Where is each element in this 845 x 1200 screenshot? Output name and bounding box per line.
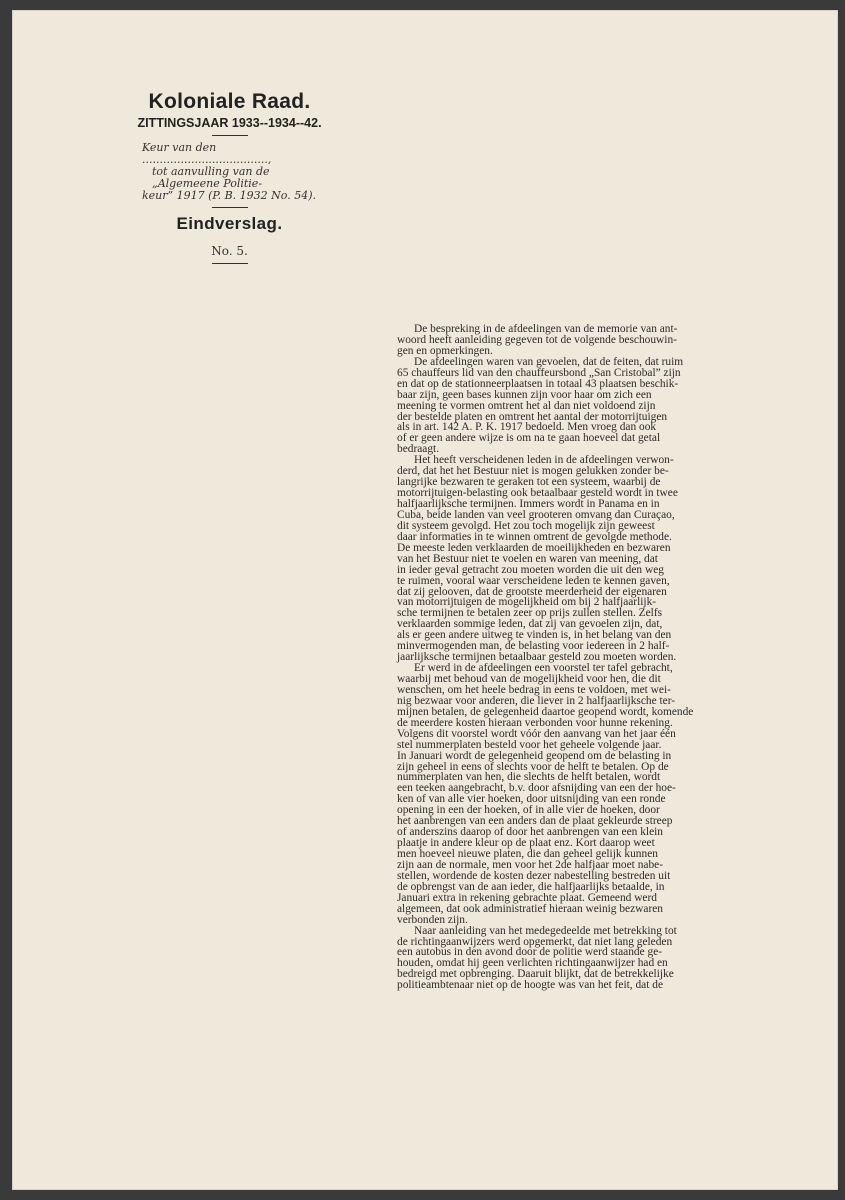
body-line: nig bezwaar voor anderen, die liever in 2 halfjaarlijksche ter- <box>397 694 676 707</box>
body-line: baar zijn, geen bases kunnen zijn voor haar om zich een <box>397 388 652 401</box>
body-line: halfjaarlijksche termijnen. Immers wordt in Panama en in <box>397 498 660 510</box>
body-line: mijnen betalen, de gelegenheid daartoe geopend wordt, komende <box>397 705 694 718</box>
body-line: van motorrijtuigen de mogelijkheid om bij 2 halfjaarlijk- <box>397 596 657 609</box>
ordinance-line: tot aanvulling van de „Algemeene Politie- <box>152 165 270 190</box>
body-line: verbonden zijn. <box>397 913 468 926</box>
body-line: bedraagt. <box>397 443 440 456</box>
body-line: of anderszins daarop of door het aanbrengen van een klein <box>397 826 663 839</box>
body-line: wenschen, om het heele bedrag in eens te voldoen, met wei- <box>397 683 671 696</box>
body-line: bedreigd met opbrenging. Daaruit blijkt, dat de betrekkelijke <box>397 968 674 981</box>
divider <box>212 135 248 136</box>
body-line: te ruimen, vooral waar verscheidene leden te kennen gaven, <box>397 574 670 587</box>
body-line: als in art. 142 A. P. K. 1917 bedoeld. Men vroeg dan ook <box>397 421 657 434</box>
body-line: derd, dat het het Bestuur niet is mogen gelukken zonder be- <box>397 465 669 478</box>
body-line: dit systeem gevolgd. Het zou toch mogelijk zijn geweest <box>397 519 655 532</box>
body-line: Naar aanleiding van het medegedeelde met betrekking tot <box>414 924 677 937</box>
body-line: De bespreking in de afdeelingen van de memorie van ant- <box>414 323 678 335</box>
body-line: langrijke bezwaren te geraken tot een systeem, waarbij de <box>397 476 661 489</box>
body-line: 65 chauffeurs lid van den chauffeursbond „San Cristobal” zijn <box>397 366 681 379</box>
body-line: sche termijnen te betalen zeer op prijs zullen stellen. Zelfs <box>397 607 663 620</box>
body-line: een teeken aangebracht, b.v. door afsnijding van een der hoe- <box>397 782 676 795</box>
body-line: der bestelde platen en omtrent het aantal der motorrijtuigen <box>397 410 668 423</box>
body-line: daar informaties in te winnen omtrent de gevolgde methode. <box>397 530 672 543</box>
divider <box>212 263 248 264</box>
document-page <box>12 10 838 1190</box>
body-line: het aanbrengen van een anders dan de plaat gekleurde streep <box>397 815 673 828</box>
body-line: de opbrengst van de aan ieder, die halfjaarlijks betaalde, in <box>397 880 665 893</box>
body-line: jaarlijksche termijnen betaalbaar gesteld zou moeten worden. <box>397 651 677 664</box>
body-line: De meeste leden verklaarden de moeilijkheden en bezwaren <box>397 541 671 554</box>
body-line: stel nummerplaten besteld voor het geheele volgende jaar. <box>397 738 662 751</box>
ordinance-line: keur” 1917 (P. B. 1932 No. 54). <box>142 189 316 202</box>
body-line: en dat op de stationneerplaatsen in totaal 43 plaatsen beschik- <box>397 377 679 390</box>
body-line: een autobus in den avond door de politie werd staande ge- <box>397 946 663 959</box>
body-line: waarbij met behoud van de mogelijkheid voor hen, die dit <box>397 673 661 685</box>
body-line: nummerplaten van hen, die slechts de helft betalen, wordt <box>397 771 661 784</box>
body-line: meening te vormen omtrent het al dan niet voldoend zijn <box>397 399 656 412</box>
body-line: van het Bestuur niet te voelen en waren van meening, dat <box>397 552 658 565</box>
body-line: Volgens dit voorstel wordt vóór den aanvang van het jaar één <box>397 727 676 740</box>
body-line: gen en opmerkingen. <box>397 344 493 357</box>
body-line: de richtingaanwijzers werd opgemerkt, dat niet lang geleden <box>397 935 673 948</box>
document-header <box>122 90 337 270</box>
body-line: Januari extra in rekening gebrachte plaat. Gemeend werd <box>397 891 657 904</box>
body-line: stellen, wordende de kosten dezer nabestelling bestreden uit <box>397 869 671 882</box>
body-line: plaatje in andere kleur op de plaat enz. Kort daarop weet <box>397 837 655 850</box>
body-line: Cuba, beide landen van veel grooteren omvang dan Curaçao, <box>397 508 675 521</box>
body-line: Er werd in de afdeelingen een voorstel ter tafel gebracht, <box>414 662 673 675</box>
body-line: de meerdere kosten hieraan verbonden voor hunne rekening. <box>397 716 673 729</box>
body-line: minvermogenden man, de belasting voor iedereen in 2 half- <box>397 640 670 653</box>
body-line: verklaarden sommige leden, dat zij van gevoelen zijn, dat, <box>397 618 663 631</box>
body-line: dat zij gelooven, dat de grootste meerderheid der eigenaren <box>397 585 667 598</box>
body-line: In Januari wordt de gelegenheid geopend om de belasting in <box>397 749 672 762</box>
ordinance-line: Keur van den ...................................., <box>142 141 272 166</box>
report-title: Eindverslag. <box>176 214 283 233</box>
body-line: De afdeelingen waren van gevoelen, dat de feiten, dat ruim <box>414 355 684 368</box>
body-line: opening in een der hoeken, of in alle vier de hoeken, door <box>397 804 660 817</box>
body-line: zijn geheel in eens of slechts voor de helft te betalen. Op de <box>397 760 669 773</box>
body-line: Het heeft verscheidenen leden in de afdeelingen verwon- <box>414 454 674 467</box>
report-number: No. 5. <box>211 244 248 258</box>
divider <box>212 207 248 208</box>
body-line: algemeen, dat ook administratief hieraan weinig bezwaren <box>397 902 663 915</box>
body-line: of er geen andere wijze is om na te gaan hoeveel dat getal <box>397 432 661 445</box>
council-title: Koloniale Raad. <box>148 90 311 113</box>
body-line: politieambtenaar niet op de hoogte was van het feit, dat de <box>397 979 664 992</box>
body-line: motorrijtuigen-belasting ook betaalbaar gesteld wordt in twee <box>397 487 678 500</box>
ordinance-description <box>142 142 337 202</box>
body-line: zijn aan de normale, men voor het 2de halfjaar moet nabe- <box>397 858 663 871</box>
body-line: men hoeveel nieuwe platen, die dan geheel gelijk kunnen <box>397 848 658 860</box>
session-year: ZITTINGSJAAR 1933--1934--42. <box>137 116 322 130</box>
report-body <box>397 324 790 991</box>
body-line: woord heeft aanleiding gegeven tot de volgende beschouwin- <box>397 333 677 346</box>
body-line: houden, omdat hij geen verlichten richtingaanwijzer had en <box>397 957 668 970</box>
body-line: ken of van alle vier hoeken, door uitsnijding van een ronde <box>397 793 666 806</box>
body-line: als er geen andere uitweg te vinden is, in het belang van den <box>397 629 672 642</box>
body-line: in ieder geval getracht zou moeten worden die uit den weg <box>397 563 664 576</box>
